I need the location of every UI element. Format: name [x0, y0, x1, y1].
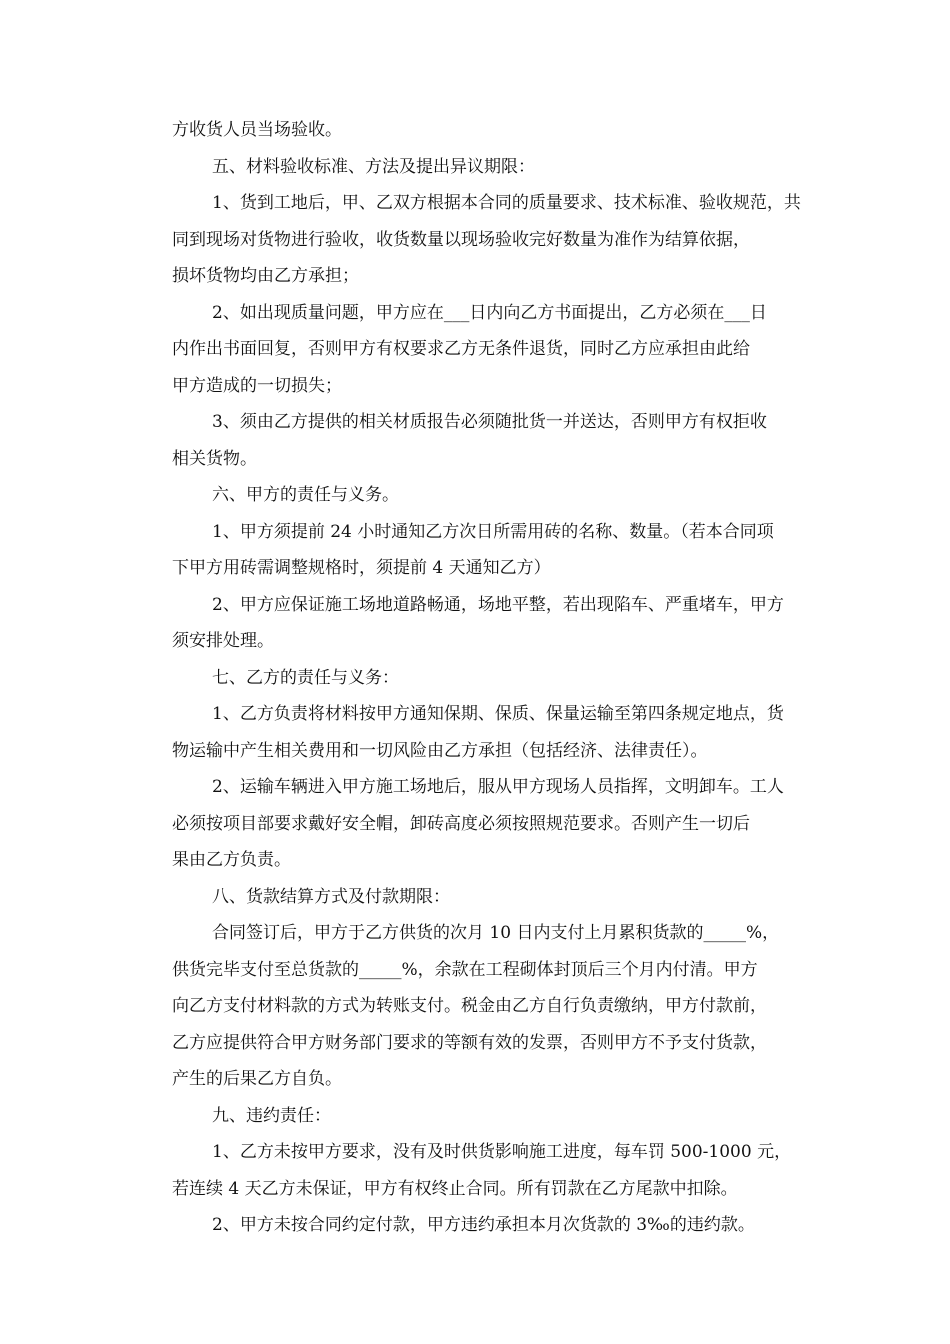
- text-line: 相关货物。: [172, 448, 257, 469]
- text-line: 3、须由乙方提供的相关材质报告必须随批货一并送达，否则甲方有权拒收: [212, 412, 767, 432]
- text-line: 损坏货物均由乙方承担；: [172, 266, 359, 286]
- text-line: 1、货到工地后，甲、乙双方根据本合同的质量要求、技术标准、验收规范，共: [212, 193, 801, 213]
- text-line: 1、乙方未按甲方要求，没有及时供货影响施工进度，每车罚 500-1000 元，: [212, 1142, 792, 1162]
- text-line: 2、如出现质量问题，甲方应在___日内向乙方书面提出，乙方必须在___日: [212, 302, 767, 323]
- text-line: 下甲方用砖需调整规格时，须提前 4 天通知乙方）: [172, 558, 551, 578]
- section-heading-6: 六、甲方的责任与义务。: [212, 485, 399, 505]
- text-line: 乙方应提供符合甲方财务部门要求的等额有效的发票，否则甲方不予支付货款，: [172, 1032, 767, 1053]
- text-line: 果由乙方负责。: [172, 850, 291, 870]
- text-line: 2、甲方未按合同约定付款，甲方违约承担本月次货款的 3‰的违约款。: [212, 1215, 755, 1235]
- text-line: 同到现场对货物进行验收，收货数量以现场验收完好数量为准作为结算依据，: [172, 229, 750, 250]
- text-line: 若连续 4 天乙方未保证，甲方有权终止合同。所有罚款在乙方尾款中扣除。: [172, 1178, 738, 1199]
- section-heading-7: 七、乙方的责任与义务：: [212, 667, 399, 688]
- text-line: 2、运输车辆进入甲方施工场地后，服从甲方现场人员指挥，文明卸车。工人: [212, 777, 784, 797]
- text-line: 合同签订后，甲方于乙方供货的次月 10 日内支付上月累积货款的_____%，: [212, 923, 780, 943]
- section-heading-5: 五、材料验收标准、方法及提出异议期限：: [212, 156, 535, 177]
- section-heading-9: 九、违约责任：: [212, 1105, 331, 1126]
- text-line: 甲方造成的一切损失；: [172, 375, 342, 396]
- text-line: 向乙方支付材料款的方式为转账支付。税金由乙方自行负责缴纳，甲方付款前，: [172, 996, 767, 1016]
- text-line: 必须按项目部要求戴好安全帽，卸砖高度必须按照规范要求。否则产生一切后: [172, 813, 750, 834]
- text-line: 1、甲方须提前 24 小时通知乙方次日所需用砖的名称、数量。（若本合同项: [212, 521, 774, 542]
- section-heading-8: 八、货款结算方式及付款期限：: [212, 886, 450, 907]
- text-line: 2、甲方应保证施工场地道路畅通，场地平整，若出现陷车、严重堵车，甲方: [212, 594, 784, 615]
- text-line: 产生的后果乙方自负。: [172, 1069, 342, 1089]
- document-body: [172, 112, 832, 1244]
- text-line: 方收货人员当场验收。: [172, 120, 342, 140]
- text-line: 物运输中产生相关费用和一切风险由乙方承担（包括经济、法律责任）。: [172, 740, 708, 761]
- text-line: 须安排处理。: [172, 631, 274, 651]
- text-line: 1、乙方负责将材料按甲方通知保期、保质、保量运输至第四条规定地点，货: [212, 704, 784, 724]
- text-line: 内作出书面回复，否则甲方有权要求乙方无条件退货，同时乙方应承担由此给: [172, 339, 750, 359]
- text-line: 供货完毕支付至总货款的_____%，余款在工程砌体封顶后三个月内付清。甲方: [172, 959, 758, 980]
